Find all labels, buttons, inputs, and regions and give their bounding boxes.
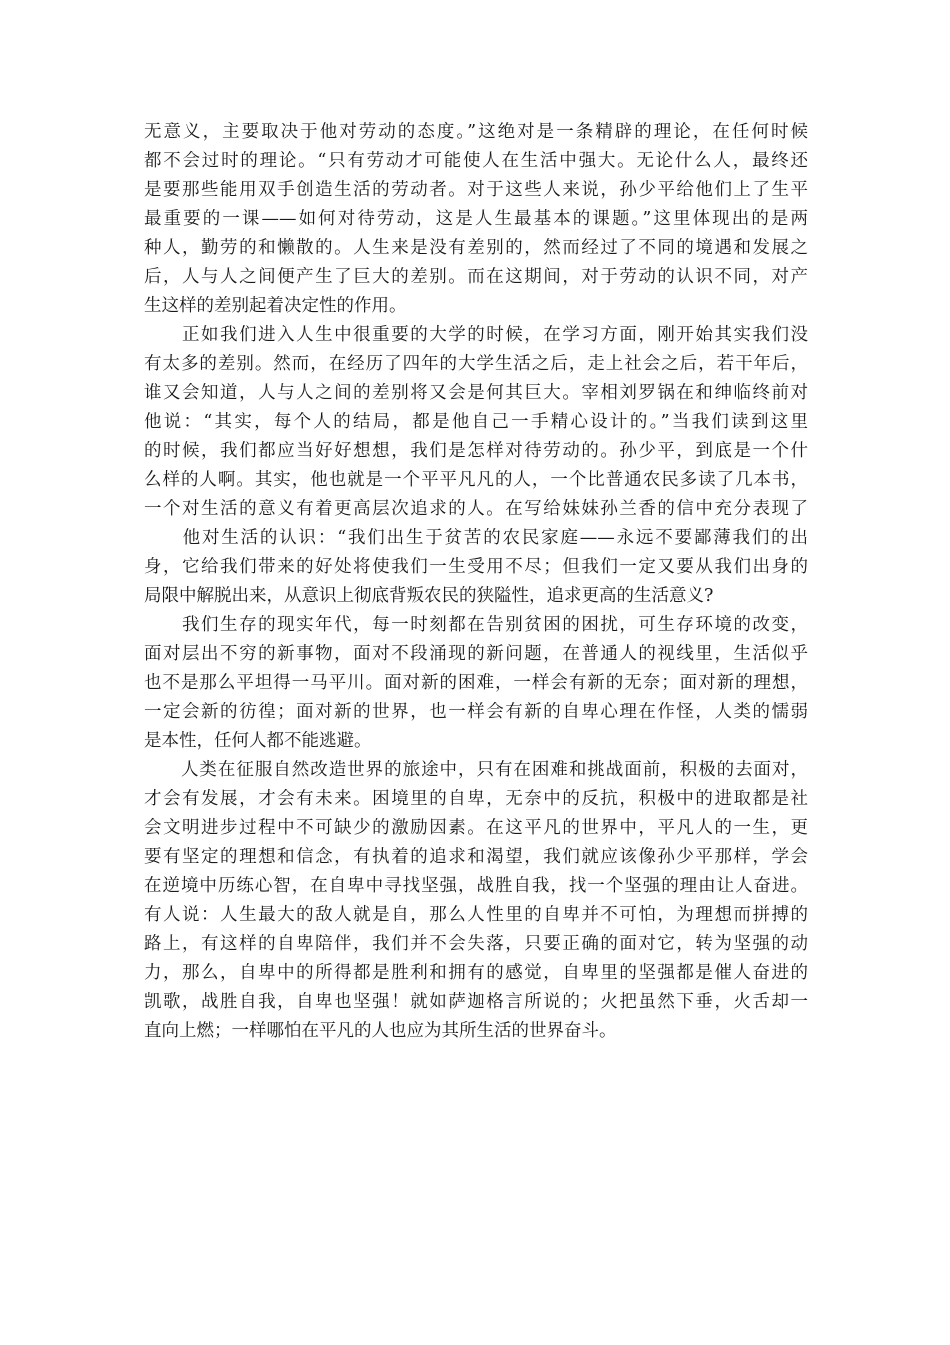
- text-line: 也不是那么平坦得一马平川。面对新的困难，一样会有新的无奈；面对新的理想，: [144, 673, 808, 693]
- text-line: 路上，有这样的自卑陪伴，我们并不会失落，只要正确的面对它，转为坚强的动: [144, 934, 808, 954]
- text-line: 的时候，我们都应当好好想想，我们是怎样对待劳动的。孙少平，到底是一个什: [144, 441, 808, 461]
- text-line: 局限中解脱出来，从意识上彻底背叛农民的狭隘性，追求更高的生活意义?: [144, 586, 714, 606]
- text-line: 都不会过时的理论。“只有劳动才可能使人在生活中强大。无论什么人，最终还: [144, 151, 808, 171]
- text-line: 他对生活的认识：“我们出生于贫苦的农民家庭——永远不要鄙薄我们的出: [144, 528, 808, 548]
- text-line: 我们生存的现实年代，每一时刻都在告别贫困的困扰，可生存环境的改变，: [144, 615, 808, 635]
- text-line: 才会有发展，才会有未来。困境里的自卑，无奈中的反抗，积极中的进取都是社: [144, 789, 808, 809]
- text-line: 直向上燃；一样哪怕在平凡的人也应为其所生活的世界奋斗。: [144, 1021, 617, 1041]
- text-line: 是要那些能用双手创造生活的劳动者。对于这些人来说，孙少平给他们上了生平: [144, 180, 808, 200]
- paragraph-5: [144, 756, 808, 1046]
- paragraph-2: [144, 321, 808, 524]
- text-line: 么样的人啊。其实，他也就是一个平平凡凡的人，一个比普通农民多读了几本书，: [144, 470, 808, 490]
- text-line: 后，人与人之间便产生了巨大的差别。而在这期间，对于劳动的认识不同，对产: [144, 267, 808, 287]
- text-line: 力，那么，自卑中的所得都是胜利和拥有的感觉，自卑里的坚强都是催人奋进的: [144, 963, 808, 983]
- text-line: 人类在征服自然改造世界的旅途中，只有在困难和挑战面前，积极的去面对，: [144, 760, 808, 780]
- text-line: 一个对生活的意义有着更高层次追求的人。在写给妹妹孙兰香的信中充分表现了: [144, 499, 808, 519]
- text-line: 面对层出不穷的新事物，面对不段涌现的新问题，在普通人的视线里，生活似乎: [144, 644, 808, 664]
- text-line: 身，它给我们带来的好处将使我们一生受用不尽；但我们一定又要从我们出身的: [144, 557, 808, 577]
- text-line: 有人说：人生最大的敌人就是自，那么人性里的自卑并不可怕，为理想而拼搏的: [144, 905, 808, 925]
- text-line: 要有坚定的理想和信念，有执着的追求和渴望，我们就应该像孙少平那样，学会: [144, 847, 808, 867]
- text-line: 正如我们进入人生中很重要的大学的时候，在学习方面，刚开始其实我们没: [144, 325, 808, 345]
- document-body: [144, 118, 808, 1046]
- paragraph-1: [144, 118, 808, 321]
- text-line: 最重要的一课——如何对待劳动，这是人生最基本的课题。”这里体现出的是两: [144, 209, 808, 229]
- paragraph-3: [144, 524, 808, 611]
- text-line: 是本性，任何人都不能逃避。: [144, 731, 372, 751]
- text-line: 谁又会知道，人与人之间的差别将又会是何其巨大。宰相刘罗锅在和绅临终前对: [144, 383, 808, 403]
- text-line: 有太多的差别。然而，在经历了四年的大学生活之后，走上社会之后，若干年后，: [144, 354, 808, 374]
- text-line: 无意义，主要取决于他对劳动的态度。”这绝对是一条精辟的理论，在任何时候: [144, 122, 808, 142]
- text-line: 他说：“其实，每个人的结局，都是他自己一手精心设计的。”当我们读到这里: [144, 412, 808, 432]
- text-line: 一定会新的彷徨；面对新的世界，也一样会有新的自卑心理在作怪，人类的懦弱: [144, 702, 808, 722]
- text-line: 生这样的差别起着决定性的作用。: [144, 296, 407, 316]
- text-line: 凯歌，战胜自我，自卑也坚强！就如萨迦格言所说的；火把虽然下垂，火舌却一: [144, 992, 808, 1012]
- text-line: 种人，勤劳的和懒散的。人生来是没有差别的，然而经过了不同的境遇和发展之: [144, 238, 808, 258]
- text-line: 在逆境中历练心智，在自卑中寻找坚强，战胜自我，找一个坚强的理由让人奋进。: [144, 876, 808, 896]
- paragraph-4: [144, 611, 808, 756]
- text-line: 会文明进步过程中不可缺少的激励因素。在这平凡的世界中，平凡人的一生，更: [144, 818, 808, 838]
